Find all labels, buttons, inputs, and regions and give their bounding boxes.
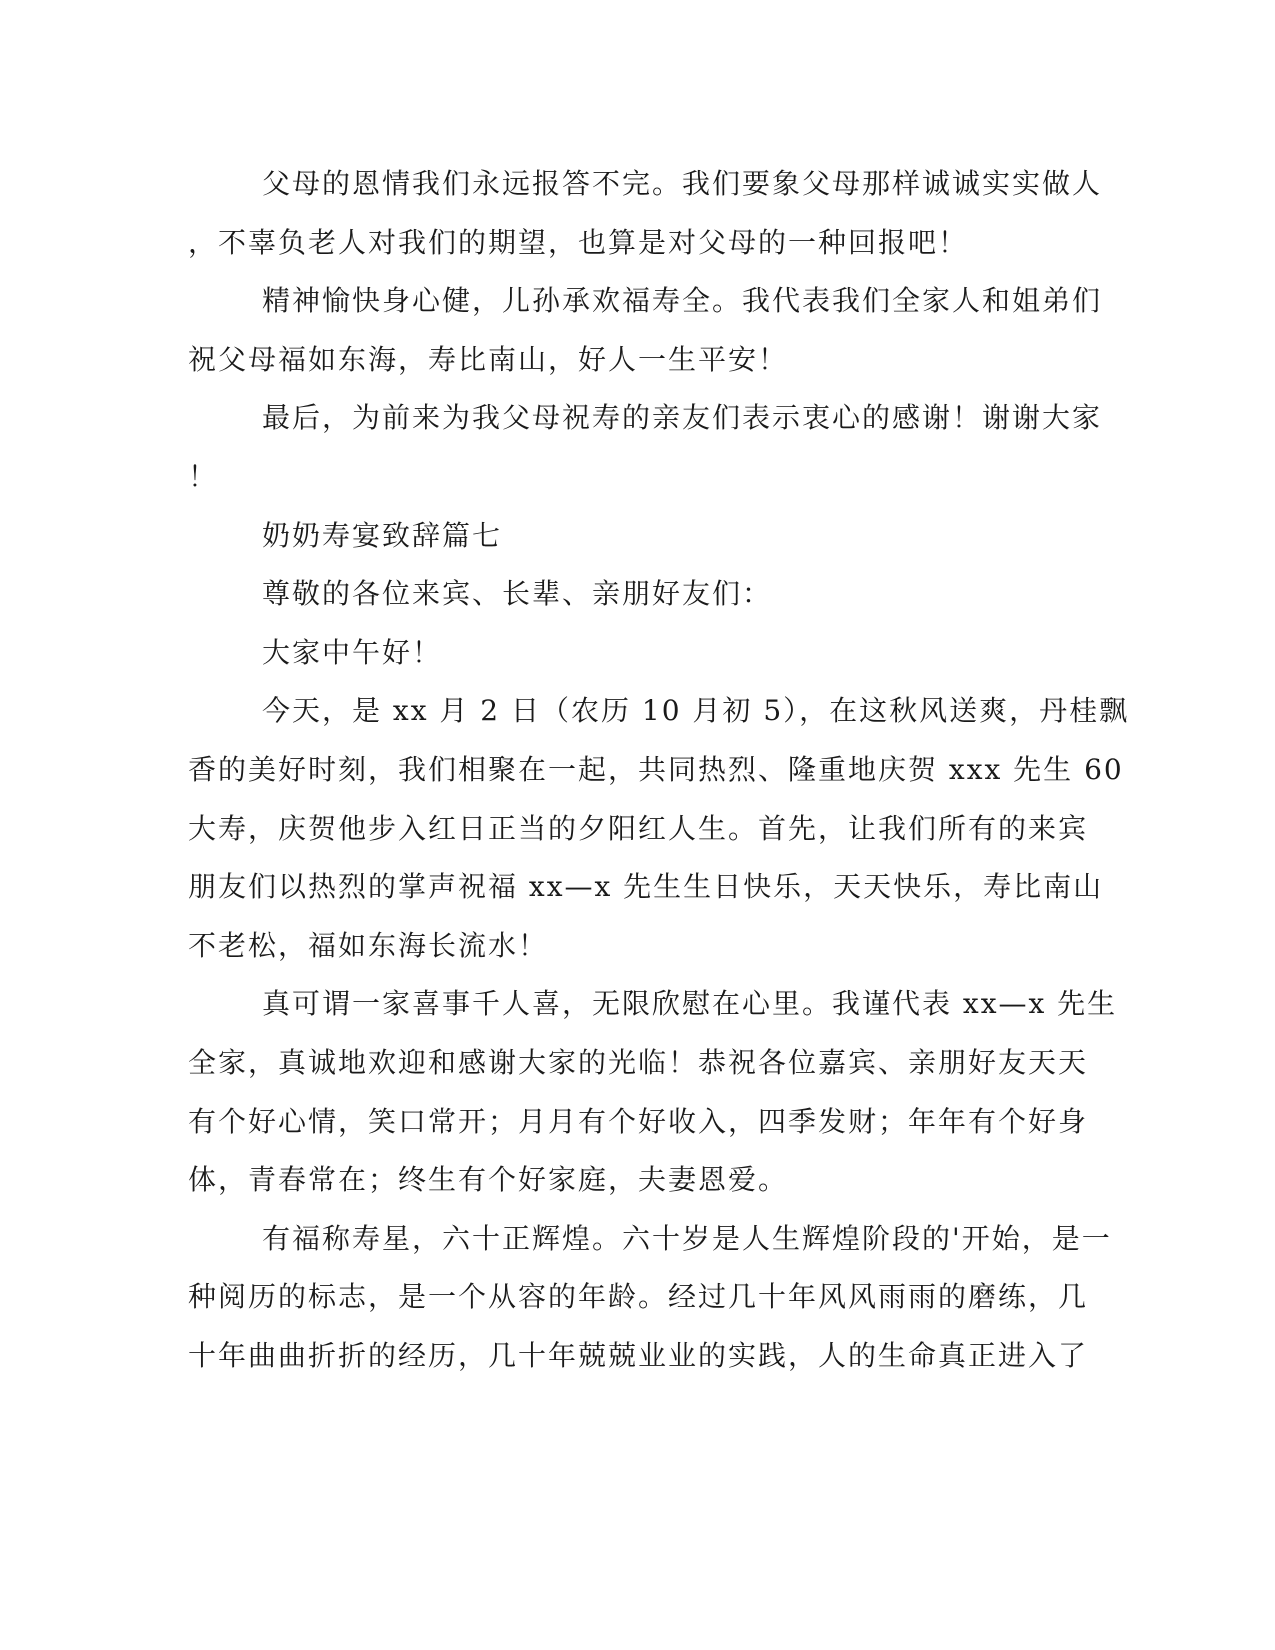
text-line: 朋友们以热烈的掌声祝福 xx—x 先生生日快乐，天天快乐，寿比南山 (188, 870, 1104, 903)
text-line: ！ (188, 460, 219, 493)
text-line: ，不辜负老人对我们的期望，也算是对父母的一种回报吧！ (188, 226, 969, 259)
text-line: 大寿，庆贺他步入红日正当的夕阳红人生。首先，让我们所有的来宾 (188, 812, 1089, 845)
text-line: 体，青春常在；终生有个好家庭，夫妻恩爱。 (188, 1163, 789, 1196)
text-line: 父母的恩情我们永远报答不完。我们要象父母那样诚诚实实做人 (262, 167, 1103, 200)
text-line: 真可谓一家喜事千人喜，无限欣慰在心里。我谨代表 xx—x 先生 (262, 987, 1118, 1020)
text-line: 十年曲曲折折的经历，几十年兢兢业业的实践，人的生命真正进入了 (188, 1339, 1089, 1372)
salutation: 尊敬的各位来宾、长辈、亲朋好友们： (262, 577, 773, 610)
text-line: 全家，真诚地欢迎和感谢大家的光临！恭祝各位嘉宾、亲朋好友天天 (188, 1046, 1089, 1079)
text-line: 今天，是 xx 月 2 日（农历 10 月初 5），在这秋风送爽，丹桂飘 (262, 694, 1130, 727)
text-line: 不老松，福如东海长流水！ (188, 929, 549, 962)
text-line: 祝父母福如东海，寿比南山，好人一生平安！ (188, 343, 789, 376)
section-heading: 奶奶寿宴致辞篇七 (262, 519, 503, 552)
text-line: 香的美好时刻，我们相聚在一起，共同热烈、隆重地庆贺 xxx 先生 60 (188, 753, 1124, 786)
text-line: 精神愉快身心健，儿孙承欢福寿全。我代表我们全家人和姐弟们 (262, 284, 1103, 317)
text-line: 种阅历的标志，是一个从容的年龄。经过几十年风风雨雨的磨练，几 (188, 1280, 1089, 1313)
text-line: 最后，为前来为我父母祝寿的亲友们表示衷心的感谢！谢谢大家 (262, 401, 1103, 434)
text-line: 有福称寿星，六十正辉煌。六十岁是人生辉煌阶段的'开始，是一 (262, 1222, 1112, 1255)
text-line: 有个好心情，笑口常开；月月有个好收入，四季发财；年年有个好身 (188, 1105, 1089, 1138)
greeting: 大家中午好！ (262, 636, 443, 669)
